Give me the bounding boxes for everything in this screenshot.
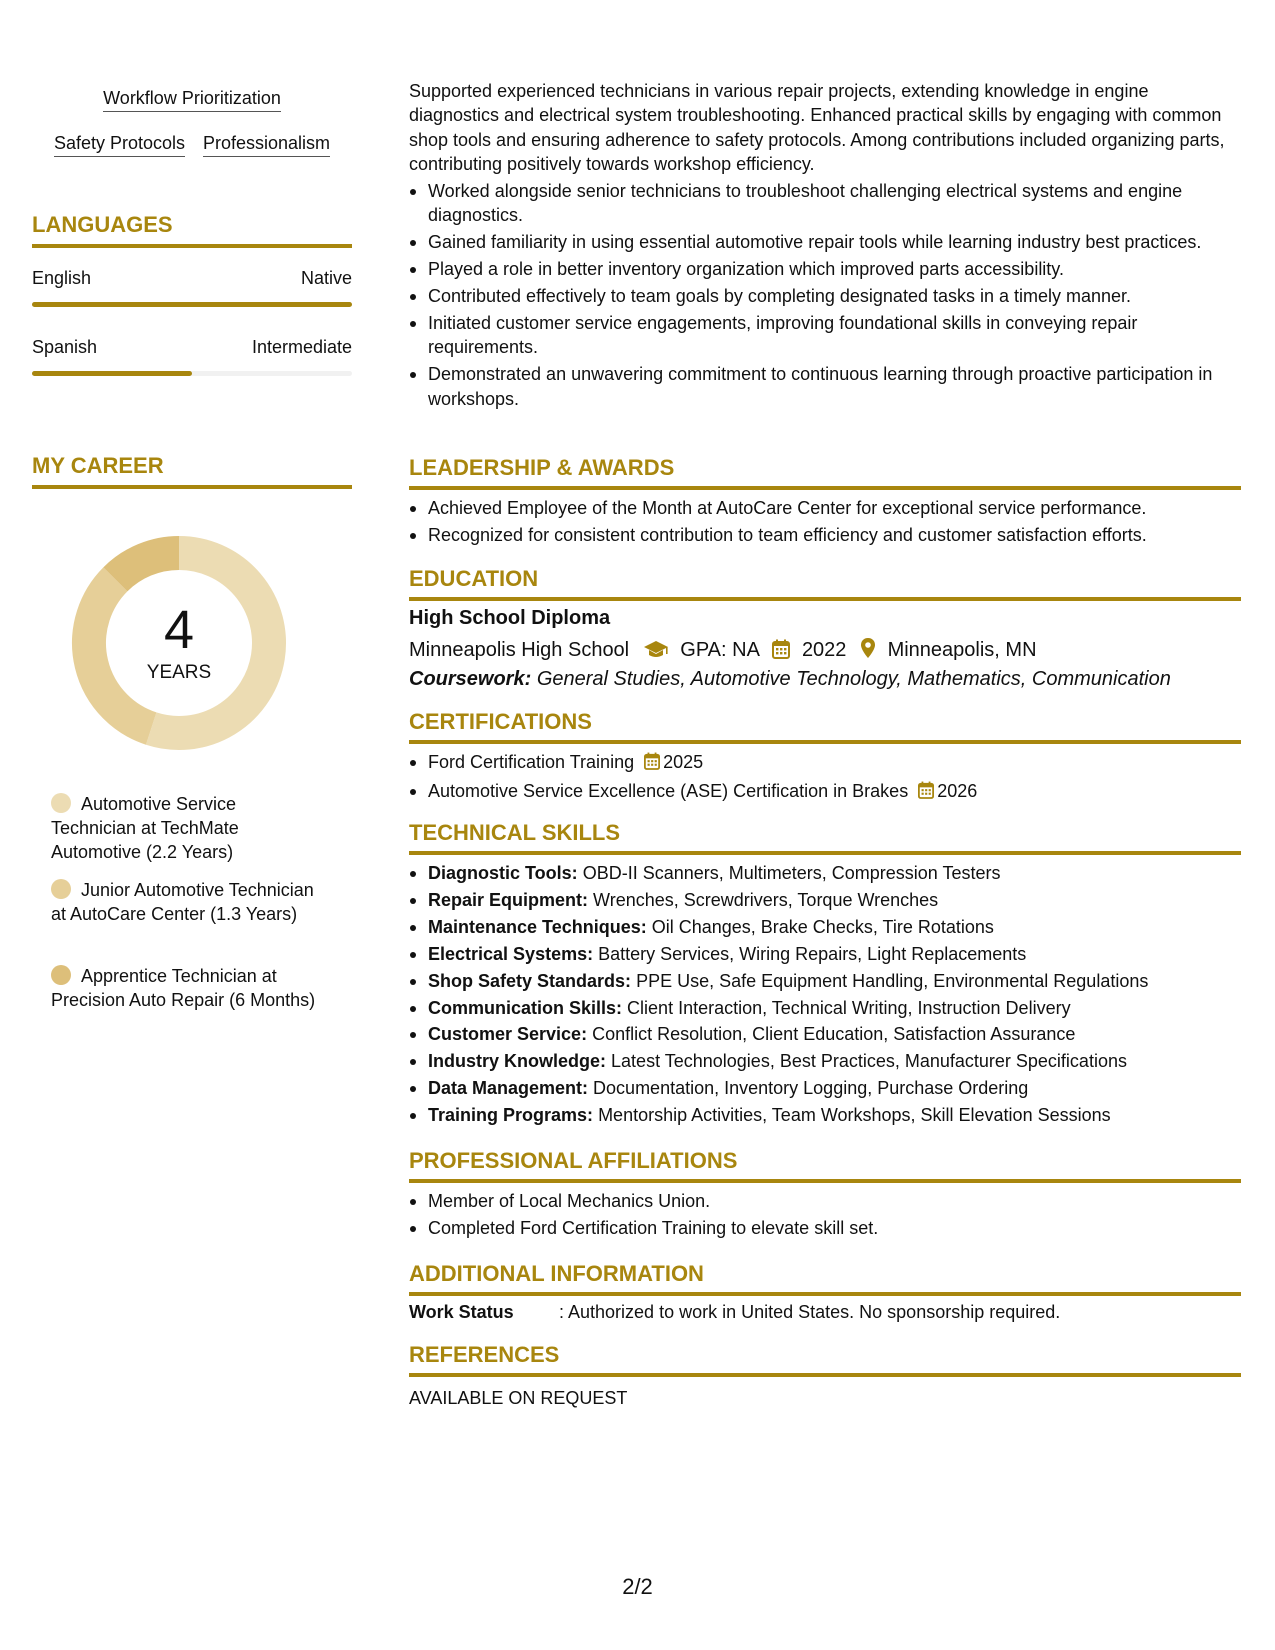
skill-label: Industry Knowledge: [428,1051,607,1072]
career-legend-item [51,878,321,926]
experience-bullet: Contributed effectively to team goals by completing designated tasks in a timely manner. [409,284,1241,308]
language-name: English [32,268,92,288]
language-level: Native [300,268,352,288]
certification-item [409,750,1241,776]
affiliation-item: Member of Local Mechanics Union. [409,1189,1241,1213]
language-bar [32,302,352,307]
experience-bullet: Gained familiarity in using essential automotive repair tools while learning industry best practices. [409,230,1241,254]
career-total-unit: YEARS [146,662,212,683]
skill-label: Shop Safety Standards: [428,970,632,991]
education-coursework [409,668,1241,691]
career-donut-chart [66,530,292,756]
education-details [409,637,1241,665]
work-status-value: : Authorized to work in United States. No sponsorship required. [559,1302,1061,1322]
skill-label: Data Management: [428,1078,589,1099]
education-location: Minneapolis, MN [887,639,1037,661]
calendar-icon [918,781,934,805]
technical-skill-item [409,1049,1241,1073]
skill-value: Client Interaction, Technical Writing, Instruction Delivery [627,997,1071,1018]
leadership-list [409,496,1241,550]
affiliation-item: Completed Ford Certification Training to elevate skill set. [409,1216,1241,1240]
career-heading: MY CAREER [32,453,352,489]
skill-label: Repair Equipment: [428,889,589,910]
language-bar-fill [32,302,352,307]
skill-value: OBD-II Scanners, Multimeters, Compression Testers [582,863,1001,883]
career-legend-item [51,792,321,864]
references-heading: REFERENCES [409,1342,1241,1377]
experience-bullet: Played a role in better inventory organization which improved parts accessibility. [409,257,1241,281]
technical-skill-item [409,861,1241,885]
career-legend-text: Apprentice Technician at Precision Auto Repair (6 Months) [51,966,316,1010]
certification-name: Ford Certification Training [428,752,635,772]
leadership-heading: LEADERSHIP & AWARDS [409,455,1241,490]
certification-item [409,779,1241,805]
language-bar [32,371,352,376]
skill-value: Conflict Resolution, Client Education, Satisfaction Assurance [592,1024,1076,1045]
technical-skills-list [409,861,1241,1130]
leadership-item: Achieved Employee of the Month at AutoCare Center for exceptional service performance. [409,496,1241,520]
technical-skill-item [409,996,1241,1020]
language-level: Intermediate [251,337,352,357]
career-legend-text: Automotive Service Technician at TechMate Automotive (2.2 Years) [51,794,239,862]
additional-info-heading: ADDITIONAL INFORMATION [409,1261,1241,1296]
language-bar-fill [32,371,192,376]
skill-label: Diagnostic Tools: [428,863,578,883]
career-legend-item [51,964,321,1012]
technical-skill-item [409,1103,1241,1127]
skill-label: Electrical Systems: [428,943,594,964]
experience-summary: Supported experienced technicians in various repair projects, extending knowledge in engine diagnostics and electrical system troubleshooting. Enhanced practical skills by engaging with common shop tools and ensuring adherence to safety protocols. Among contributions included organizing parts, contributing positively towards workshop efficiency. [409,81,1225,175]
certifications-list [409,750,1241,808]
skill-value: PPE Use, Safe Equipment Handling, Environmental Regulations [636,970,1149,991]
skill-row-2 [32,133,352,157]
skill-tag: Professionalism [203,133,330,157]
references-text: AVAILABLE ON REQUEST [409,1388,628,1408]
experience-bullet: Worked alongside senior technicians to troubleshoot challenging electrical systems and engine diagnostics. [409,179,1241,228]
skill-value: Battery Services, Wiring Repairs, Light Replacements [598,943,1027,964]
technical-skill-item [409,942,1241,966]
experience-bullet: Initiated customer service engagements, improving foundational skills in conveying repair requirements. [409,311,1241,360]
technical-skill-item [409,888,1241,912]
calendar-icon [644,752,660,776]
affiliations-list [409,1189,1241,1243]
education-degree: High School Diploma [409,607,611,629]
skill-label: Training Programs: [428,1105,594,1126]
location-pin-icon [860,637,876,665]
affiliations-heading: PROFESSIONAL AFFILIATIONS [409,1148,1241,1183]
legend-dot [51,793,71,813]
technical-skill-item [409,915,1241,939]
page-number: 2/2 [622,1574,653,1599]
skill-value: Documentation, Inventory Logging, Purchase Ordering [593,1078,1029,1099]
education-gpa: GPA: NA [680,639,759,661]
education-heading: EDUCATION [409,566,1241,601]
career-legend-text: Junior Automotive Technician at AutoCare Center (1.3 Years) [51,880,314,924]
certification-name: Automotive Service Excellence (ASE) Certification in Brakes [428,780,909,801]
education-school: Minneapolis High School [409,639,630,661]
language-item [32,268,352,307]
coursework-label: Coursework: [409,668,532,690]
experience-bullet: Demonstrated an unwavering commitment to continuous learning through proactive participation in workshops. [409,362,1241,411]
skill-value: Mentorship Activities, Team Workshops, Skill Elevation Sessions [598,1105,1111,1126]
technical-skill-item [409,969,1241,993]
certification-year: 2025 [663,752,704,772]
skill-row-1 [32,88,352,112]
legend-dot [51,879,71,899]
technical-skills-heading: TECHNICAL SKILLS [409,820,1241,855]
languages-heading: LANGUAGES [32,212,352,248]
technical-skill-item [409,1022,1241,1046]
work-status-label: Work Status [409,1302,514,1322]
leadership-item: Recognized for consistent contribution to team efficiency and customer satisfaction efforts. [409,523,1241,547]
legend-dot [51,965,71,985]
language-name: Spanish [32,337,98,357]
education-year: 2022 [801,639,847,661]
skill-label: Customer Service: [428,1024,588,1045]
technical-skill-item [409,1076,1241,1100]
graduation-cap-icon [643,639,669,665]
language-item [32,337,352,376]
skill-label: Communication Skills: [428,997,623,1018]
coursework-value: General Studies, Automotive Technology, Mathematics, Communication [536,668,1171,690]
skill-value: Latest Technologies, Best Practices, Manufacturer Specifications [611,1051,1127,1072]
career-total-number: 4 [163,600,195,660]
skill-tag: Workflow Prioritization [103,88,281,112]
work-status [409,1302,1060,1323]
skill-value: Oil Changes, Brake Checks, Tire Rotations [651,916,994,937]
skill-label: Maintenance Techniques: [428,916,647,937]
certification-year: 2026 [937,780,978,801]
skill-tag: Safety Protocols [54,133,185,157]
skill-value: Wrenches, Screwdrivers, Torque Wrenches [593,889,939,910]
experience-bullets [409,179,1241,414]
donut-center [66,530,292,756]
certifications-heading: CERTIFICATIONS [409,709,1241,744]
calendar-icon [772,639,790,665]
